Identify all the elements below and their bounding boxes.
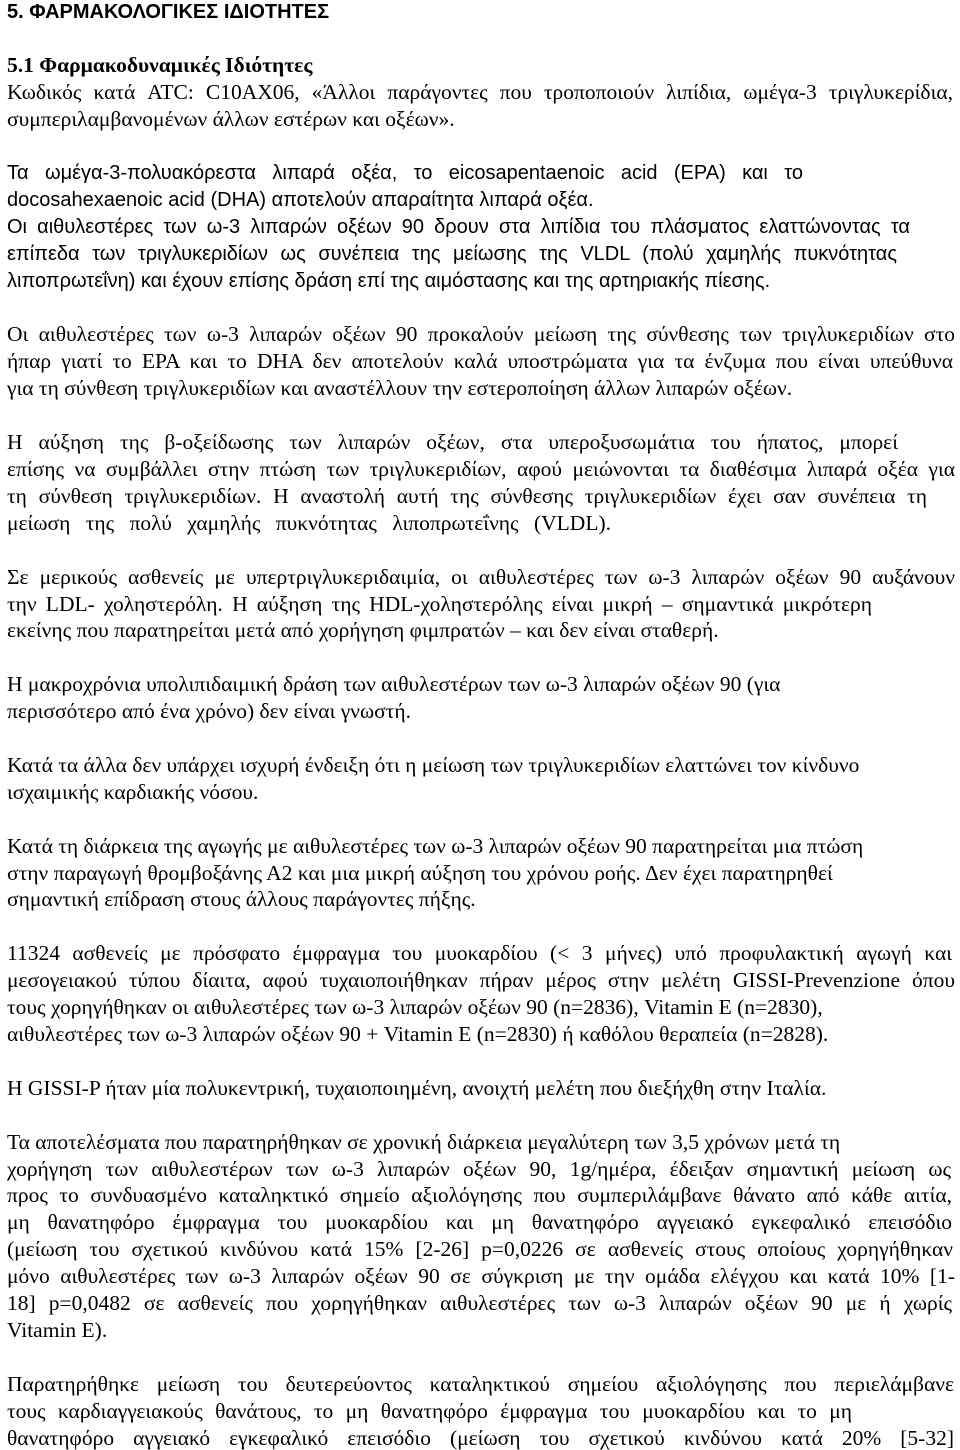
text-line: στην παραγωγή θρομβοξάνης Α2 και μια μικρή αύξηση του χρόνου ροής. Δεν έχει παρατηρηθεί	[7, 860, 833, 885]
text-line: Vitamin E).	[7, 1317, 108, 1342]
text-line: Η GISSI-P ήταν μία πολυκεντρική, τυχαιοποιημένη, ανοιχτή μελέτη που διεξήχθη στην Ιταλία.	[7, 1075, 827, 1100]
text-line: μεσογειακού τύπου δίαιτα, αφού τυχαιοποιήθηκαν πήραν μέρος στην μελέτη GISSI-Prevenzione όπου	[7, 968, 955, 993]
text-line: Παρατηρήθηκε μείωση του δευτερεύοντος καταληκτικού σημείου αξιολόγησης που περιελάμβανε	[7, 1371, 954, 1396]
text-line: συμπεριλαμβανομένων άλλων εστέρων και οξέων».	[7, 107, 455, 132]
paragraph-gissi-design	[7, 1075, 955, 1102]
paragraph-atc-code	[7, 52, 955, 133]
text-line: εκείνης που παρατηρείται μετά από χορήγηση φιμπρατών – και δεν είναι σταθερή.	[7, 618, 719, 643]
text-line: τους χορηγήθηκαν οι αιθυλεστέρες των ω-3 λιπαρών οξέων 90 (n=2836), Vitamin E (n=2830),	[7, 995, 823, 1020]
text-line: Οι αιθυλεστέρες των ω-3 λιπαρών οξέων 90 δρουν στα λιπίδια του πλάσματος ελαττώνοντας τα	[7, 215, 910, 238]
text-line: προς το συνδυασμένο καταληκτικό σημείο αξιολόγησης που συμπεριλάμβανε θάνατο από κάθε αιτία,	[7, 1183, 952, 1208]
text-line: μη θανατηφόρο έμφραγμα του μυοκαρδίου και μη θανατηφόρο αγγειακό εγκεφαλικό επεισόδιο	[7, 1210, 952, 1235]
text-line: docosahexaenoic acid (DHA) αποτελούν απαραίτητα λιπαρά οξέα.	[7, 188, 594, 211]
paragraph-gissi-patients	[7, 940, 955, 1048]
text-line: επίσης να συμβάλλει στην πτώση των τριγλυκεριδίων, αφού μειώνονται τα διαθέσιμα λιπαρά οξέα για	[7, 456, 955, 481]
text-line: επίπεδα των τριγλυκεριδίων ως συνέπεια της μείωσης της VLDL (πολύ χαμηλής πυκνότητας	[7, 242, 897, 265]
text-line: θανατηφόρο αγγειακό εγκεφαλικό επεισόδιο (μείωση του σχετικού κινδύνου κατά 20% [5-32]	[7, 1426, 954, 1450]
text-line: Τα ωμέγα-3-πολυακόρεστα λιπαρά οξέα, το eicosapentaenoic acid (EPA) και το	[7, 162, 803, 184]
text-line: λιποπρωτεΐνη) και έχουν επίσης δράση επί της αιμόστασης και της αρτηριακής πίεσης.	[7, 269, 771, 292]
text-line: Κατά τα άλλα δεν υπάρχει ισχυρή ένδειξη ότι η μείωση των τριγλυκεριδίων ελαττώνει τον κίνδυνο	[7, 752, 860, 777]
subsection-heading: 5.1 Φαρμακοδυναμικές Ιδιότητες	[7, 53, 313, 78]
text-line: ισχαιμικής καρδιακής νόσου.	[7, 779, 259, 804]
text-line: τους καρδιαγγειακούς θανάτους, το μη θανατηφόρο έμφραγμα του μυοκαρδίου και το μη	[7, 1398, 852, 1423]
text-line: 11324 ασθενείς με πρόσφατο έμφραγμα του μυοκαρδίου (< 3 μήνες) υπό προφυλακτική αγωγή και	[7, 941, 952, 966]
paragraph-secondary-endpoint	[7, 1371, 955, 1450]
paragraph-results	[7, 1129, 955, 1344]
paragraph-hepatic-synthesis	[7, 321, 955, 402]
paragraph-beta-oxidation	[7, 429, 955, 537]
text-line: σημαντική επίδραση στους άλλους παράγοντες πήξης.	[7, 887, 476, 912]
paragraph-thromboxane	[7, 833, 955, 914]
text-line: για τη σύνθεση τριγλυκεριδίων και αναστέλλουν την εστεροποίηση άλλων λιπαρών οξέων.	[7, 376, 793, 401]
text-line: ήπαρ γιατί το EPA και το DHA δεν αποτελούν καλά υποστρώματα για τα ένζυμα που είναι υπεύθυνα	[7, 349, 953, 374]
text-line: περισσότερο από ένα χρόνο) δεν είναι γνωστή.	[7, 699, 411, 724]
text-line: Κωδικός κατά ATC: C10AX06, «Άλλοι παράγοντες που τροποποιούν λιπίδια, ωμέγα-3 τριγλυκερίδια,	[7, 80, 953, 105]
text-line: Η αύξηση της β-οξείδωσης των λιπαρών οξέων, στα υπεροξυσωμάτια του ήπατος, μπορεί	[7, 430, 898, 455]
text-line: (μείωση του σχετικού κινδύνου κατά 15% [2-26] p=0,0226 σε ασθενείς στους οποίους χορηγήθηκαν	[7, 1237, 953, 1262]
text-line: την LDL- χοληστερόλη. Η αύξηση της HDL-χοληστερόλης είναι μικρή – σημαντικά μικρότερη	[7, 591, 872, 616]
text-line: χορήγηση των αιθυλεστέρων των ω-3 λιπαρών οξέων 90, 1g/ημέρα, έδειξαν σημαντική μείωση ως	[7, 1156, 951, 1181]
paragraph-ldl-hdl	[7, 564, 955, 645]
section-heading: 5. ΦΑΡΜΑΚΟΛΟΓΙΚΕΣ ΙΔΙΟΤΗΤΕΣ	[7, 1, 330, 23]
text-line: Σε μερικούς ασθενείς με υπερτριγλυκεριδαιμία, οι αιθυλεστέρες των ω-3 λιπαρών οξέων 90 αυξάνουν	[7, 564, 955, 589]
text-line: Η μακροχρόνια υπολιπιδαιμική δράση των αιθυλεστέρων των ω-3 λιπαρών οξέων 90 (για	[7, 672, 781, 697]
paragraph-long-term-effect	[7, 671, 955, 725]
text-line: αιθυλεστέρες των ω-3 λιπαρών οξέων 90 + Vitamin E (n=2830) ή καθόλου θεραπεία (n=2828).	[7, 1022, 829, 1046]
text-line: 18] p=0,0482 σε ασθενείς που χορηγήθηκαν αιθυλεστέρες των ω-3 λιπαρών οξέων 90 με ή χωρίς	[7, 1291, 952, 1316]
text-line: τη σύνθεση τριγλυκεριδίων. Η αναστολή αυτή της σύνθεσης τριγλυκεριδίων έχει σαν συνέπεια τη	[7, 483, 927, 508]
text-line: μόνο αιθυλεστέρες των ω-3 λιπαρών οξέων 90 σε σύγκριση με την ομάδα ελέγχου και κατά 10% [1-	[7, 1264, 955, 1289]
text-line: μείωση της πολύ χαμηλής πυκνότητας λιποπρωτεΐνης (VLDL).	[7, 510, 611, 535]
text-line: Οι αιθυλεστέρες των ω-3 λιπαρών οξέων 90 προκαλούν μείωση της σύνθεσης των τριγλυκεριδίων στο	[7, 322, 955, 347]
paragraph-ischemic-risk	[7, 752, 955, 806]
paragraph-omega3-overview	[7, 160, 955, 295]
document-page	[7, 0, 955, 1450]
text-line: Κατά τη διάρκεια της αγωγής με αιθυλεστέρες των ω-3 λιπαρών οξέων 90 παρατηρείται μια πτώση	[7, 833, 864, 858]
text-line: Τα αποτελέσματα που παρατηρήθηκαν σε χρονική διάρκεια μεγαλύτερη των 3,5 χρόνων μετά τη	[7, 1129, 841, 1154]
